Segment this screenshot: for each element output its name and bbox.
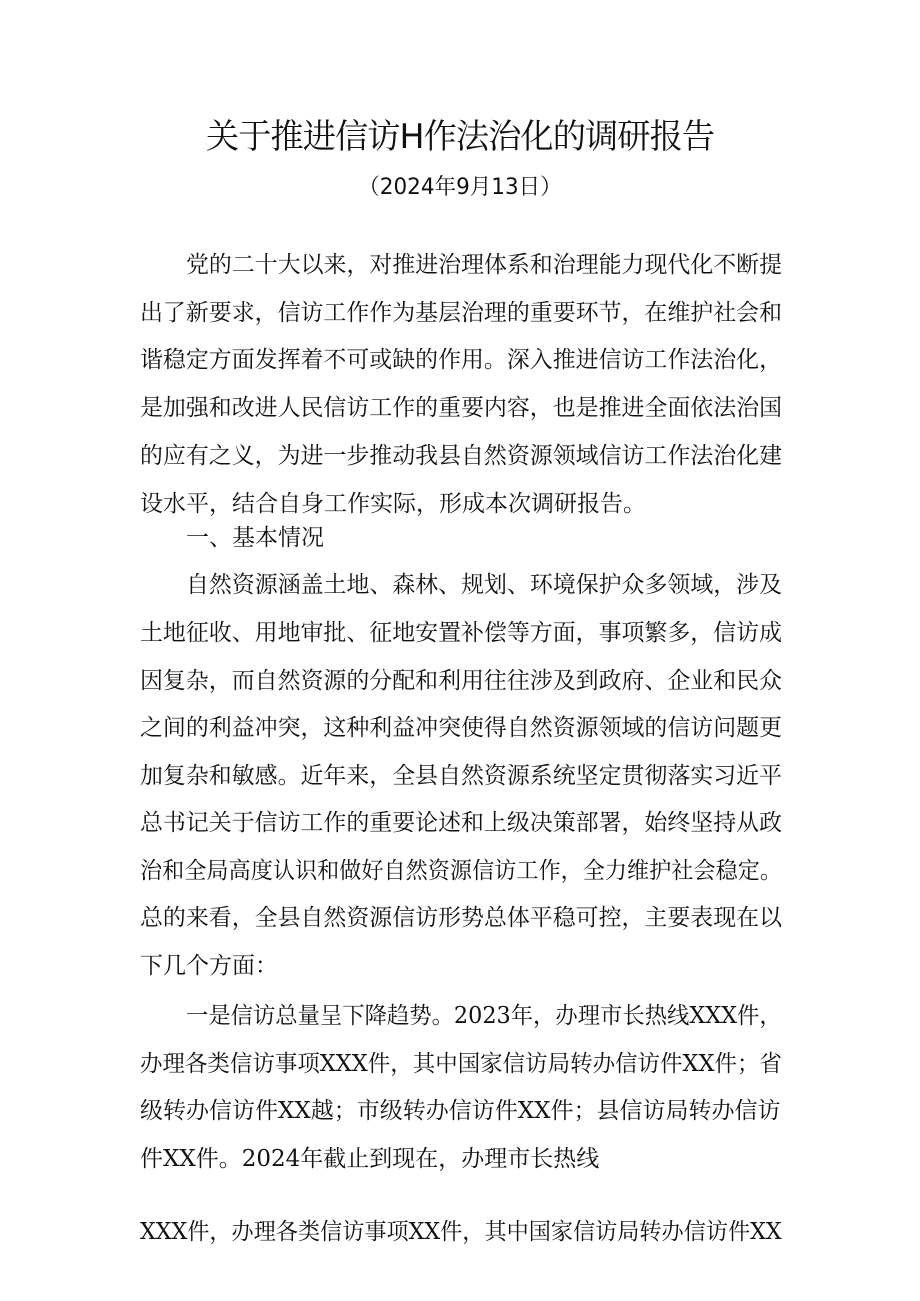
paragraph-2-line: 之间的利益冲突，这种利益冲突使得自然资源领域的信访问题更 bbox=[140, 715, 783, 741]
paragraph-3-line: 办理各类信访事项XXX件，其中国家信访局转办信访件XX件；省 bbox=[140, 1051, 782, 1077]
paragraph-1-line: 出了新要求，信访工作作为基层治理的重要环节，在维护社会和 bbox=[140, 300, 783, 326]
paragraph-2-line: 加复杂和敏感。近年来，全县自然资源系统坚定贯彻落实习近平 bbox=[140, 763, 783, 789]
paragraph-1-line: 是加强和改进人民信访工作的重要内容，也是推进全面依法治国 bbox=[140, 395, 783, 421]
paragraph-2-line: 土地征收、用地审批、征地安置补偿等方面，事项繁多，信访成 bbox=[140, 620, 783, 646]
section-heading: 一、基本情况 bbox=[186, 525, 324, 551]
document-title: 关于推进信访H作法治化的调研报告 bbox=[205, 117, 715, 157]
paragraph-1-line: 党的二十大以来，对推进治理体系和治理能力现代化不断提 bbox=[186, 252, 783, 278]
paragraph-2-line: 总的来看，全县自然资源信访形势总体平稳可控，主要表现在以 bbox=[140, 905, 783, 931]
paragraph-2-line: 下几个方面： bbox=[140, 953, 278, 979]
paragraph-1-line: 设水平，结合自身工作实际，形成本次调研报告。 bbox=[140, 491, 646, 517]
document-date: （2024年9月13日） bbox=[358, 175, 562, 200]
paragraph-3-line: 一是信访总量呈下降趋势。2023年，办理市长热线XXX件， bbox=[186, 1003, 782, 1029]
paragraph-2-line: 自然资源涵盖土地、森林、规划、环境保护众多领域，涉及 bbox=[186, 572, 783, 598]
paragraph-2-line: 总书记关于信访工作的重要论述和上级决策部署，始终坚持从政 bbox=[140, 810, 783, 836]
paragraph-2-line: 治和全局高度认识和做好自然资源信访工作，全力维护社会稳定。 bbox=[140, 858, 782, 884]
paragraph-4-line: XXX件，办理各类信访事项XX件，其中国家信访局转办信访件XX bbox=[140, 1219, 782, 1245]
paragraph-3-line: 件XX件。2024年截止到现在，办理市长热线 bbox=[140, 1146, 600, 1172]
paragraph-3-line: 级转办信访件XX越；市级转办信访件XX件；县信访局转办信访 bbox=[140, 1098, 781, 1124]
paragraph-2-line: 因复杂，而自然资源的分配和利用往往涉及到政府、企业和民众 bbox=[140, 668, 783, 694]
paragraph-1-line: 谐稳定方面发挥着不可或缺的作用。深入推进信访工作法治化， bbox=[140, 347, 783, 373]
paragraph-1-line: 的应有之义，为进一步推动我县自然资源领域信访工作法治化建 bbox=[140, 443, 783, 469]
